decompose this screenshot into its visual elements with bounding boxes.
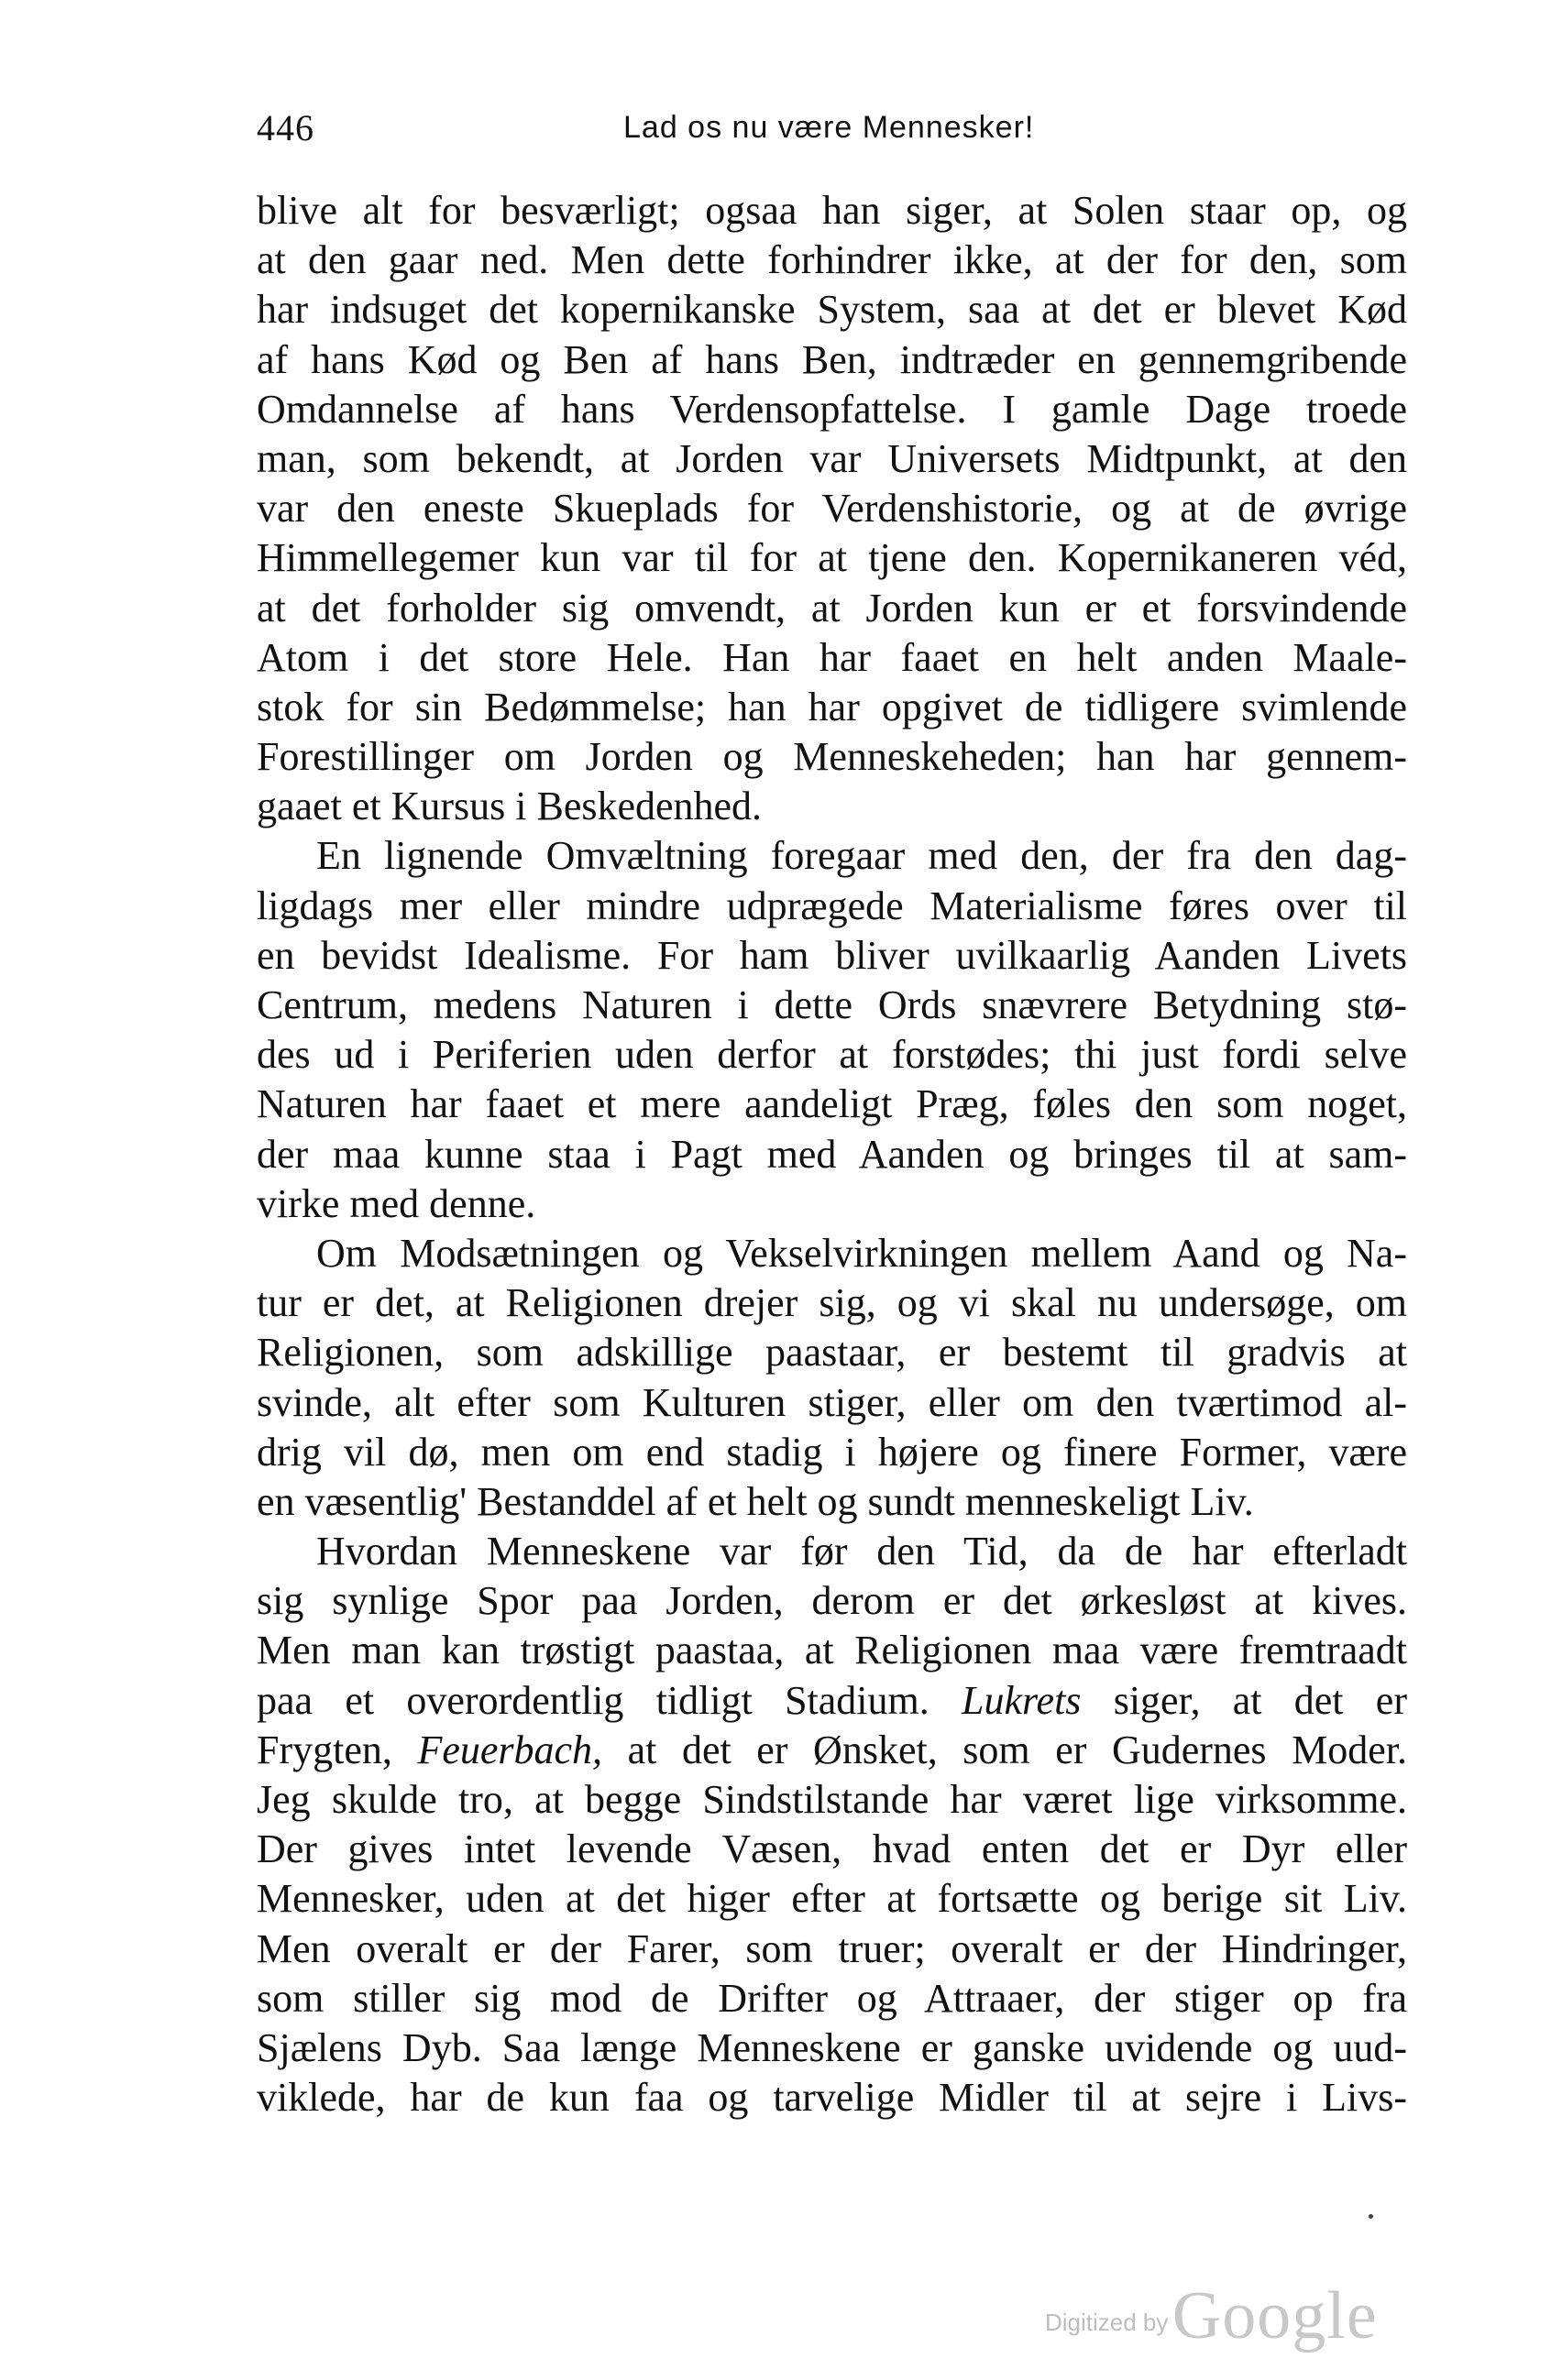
text-line-with-emphasis [257, 1726, 1407, 1775]
text-line: har indsuget det kopernikanske System, saa at det er blevet Kød [257, 287, 1407, 333]
text-line: Men man kan trøstigt paastaa, at Religionen maa være fremtraadt [257, 1628, 1407, 1673]
text-line: Himmellegemer kun var til for at tjene den. Kopernikaneren véd, [257, 535, 1407, 581]
text-line: viklede, har de kun faa og tarvelige Midler til at sejre i Livs- [257, 2075, 1407, 2121]
text-line: drig vil dø, men om end stadig i højere og finere Former, være [257, 1429, 1407, 1475]
text-line: virke med denne. [257, 1180, 536, 1226]
text-line: at den gaar ned. Men dette forhindrer ikke, at der for den, som [257, 237, 1407, 283]
running-head-title: Lad os nu være Mennesker! [623, 110, 1035, 145]
watermark-brand: Google [1172, 2278, 1378, 2353]
text-line: ligdags mer eller mindre udprægede Materialisme føres over til [257, 883, 1407, 928]
text-line: Der gives intet levende Væsen, hvad enten det er Dyr eller [257, 1826, 1407, 1872]
body-text [257, 186, 1407, 2122]
text-line: af hans Kød og Ben af hans Ben, indtræder en gennemgribende [257, 336, 1407, 382]
watermark-prefix: Digitized by [1045, 2309, 1169, 2336]
text-line: Men overalt er der Farer, som truer; overalt er der Hindringer, [257, 1925, 1407, 1971]
text-line-with-emphasis [257, 1676, 1407, 1726]
text-line: var den eneste Skueplads for Verdenshistorie, og at de øvrige [257, 486, 1407, 532]
text-line: des ud i Periferien uden derfor at forstødes; thi just fordi selve [257, 1032, 1407, 1078]
text-line: Religionen, som adskillige paastaar, er bestemt til gradvis at [257, 1330, 1407, 1376]
text-segment: paa et overordentlig tidligt Stadium. [257, 1677, 930, 1723]
text-line: Forestillinger om Jorden og Menneskeheden; han har gennem- [257, 734, 1407, 780]
text-line: en bevidst Idealisme. For ham bliver uvilkaarlig Aanden Livets [257, 932, 1407, 978]
text-line: at det forholder sig omvendt, at Jorden kun er et forsvindende [257, 585, 1407, 631]
text-segment: siger, at det er [1113, 1677, 1407, 1723]
text-line: Om Modsætningen og Vekselvirkningen mellem Aand og Na- [316, 1230, 1407, 1276]
digitized-watermark [1045, 2277, 1378, 2355]
text-line: gaaet et Kursus i Beskedenhed. [257, 784, 763, 829]
text-line: Centrum, medens Naturen i dette Ords snævrere Betydning stø- [257, 982, 1407, 1027]
text-line: Atom i det store Hele. Han har faaet en helt anden Maale- [257, 634, 1407, 680]
emphasized-name: Lukrets [962, 1677, 1082, 1723]
scan-speck [1369, 2214, 1373, 2219]
page-number: 446 [257, 107, 314, 148]
text-segment: Frygten, [257, 1727, 392, 1772]
text-line: tur er det, at Religionen drejer sig, og vi skal nu undersøge, om [257, 1280, 1407, 1326]
text-line: Jeg skulde tro, at begge Sindstilstande har været lige virksomme. [257, 1777, 1407, 1822]
text-line: Hvordan Menneskene var før den Tid, da de har efterladt [316, 1529, 1407, 1574]
text-line: sig synlige Spor paa Jorden, derom er det ørkesløst at kives. [257, 1578, 1407, 1624]
text-line: svinde, alt efter som Kulturen stiger, eller om den tværtimod al- [257, 1379, 1407, 1425]
text-line: der maa kunne staa i Pagt med Aanden og bringes til at sam- [257, 1131, 1407, 1177]
text-line: som stiller sig mod de Drifter og Attraaer, der stiger op fra [257, 1975, 1407, 2021]
text-line: Sjælens Dyb. Saa længe Menneskene er ganske uvidende og uud- [257, 2024, 1407, 2070]
text-line: Omdannelse af hans Verdensopfattelse. I gamle Dage troede [257, 386, 1407, 432]
text-line: en væsentlig' Bestanddel af et helt og sundt menneskeligt Liv. [257, 1478, 1254, 1524]
text-line: Naturen har faaet et mere aandeligt Præg, føles den som noget, [257, 1081, 1407, 1127]
emphasized-name: Feuerbach, [417, 1727, 603, 1772]
text-line: man, som bekendt, at Jorden var Universets Midtpunkt, at den [257, 435, 1407, 481]
text-line: En lignende Omvæltning foregaar med den, der fra den dag- [316, 833, 1407, 879]
text-line: Mennesker, uden at det higer efter at fortsætte og berige sit Liv. [257, 1876, 1407, 1922]
text-line: stok for sin Bedømmelse; han har opgivet de tidligere svimlende [257, 684, 1407, 729]
text-segment: at det er Ønsket, som er Gudernes Moder. [627, 1727, 1408, 1772]
text-line: blive alt for besværligt; ogsaa han siger, at Solen staar op, og [257, 188, 1407, 233]
